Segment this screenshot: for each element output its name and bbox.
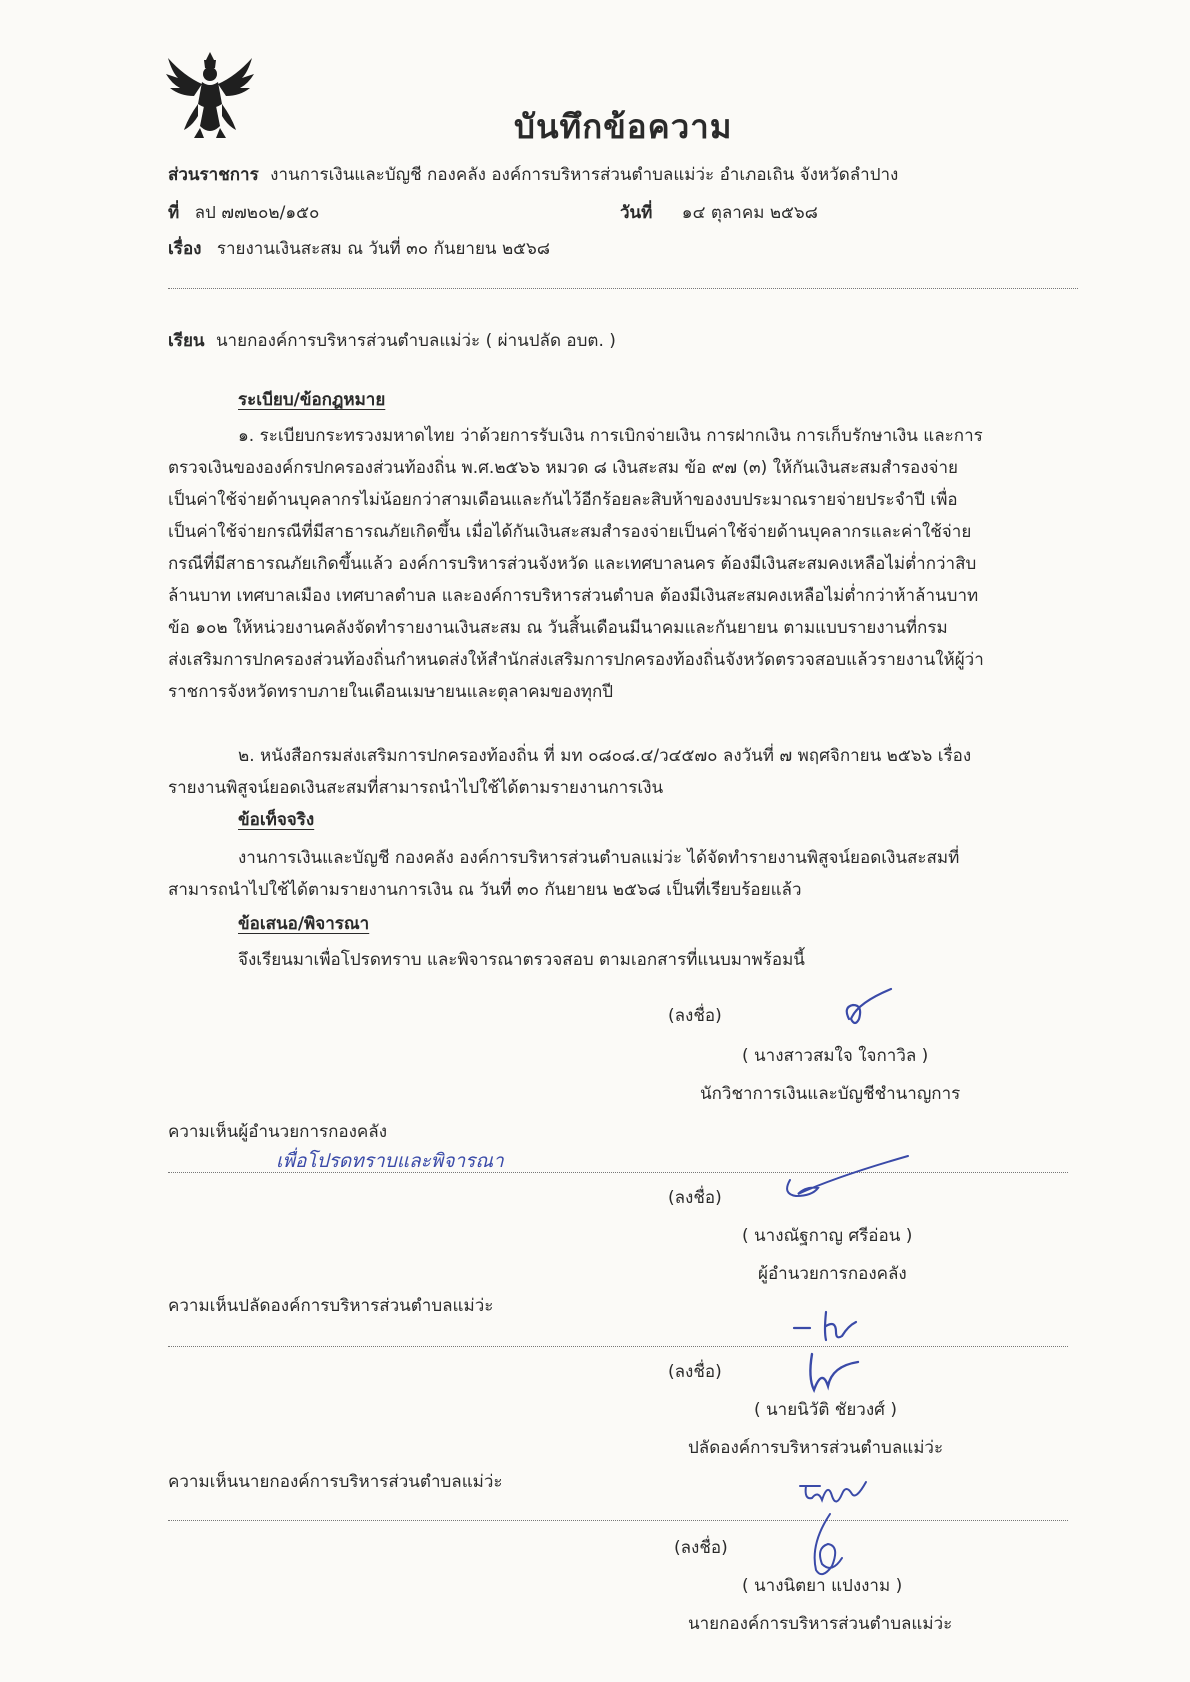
mayor-sign-label: (ลงชื่อ) bbox=[674, 1538, 728, 1558]
date-value: ๑๔ ตุลาคม ๒๕๖๘ bbox=[681, 203, 818, 223]
heading-proposal: ข้อเสนอ/พิจารณา bbox=[238, 914, 370, 934]
memo-title: บันทึกข้อความ bbox=[514, 107, 733, 146]
rule1-line: เป็นค่าใช้จ่ายด้านบุคลากรไม่น้อยกว่าสามเดือนและกันไว้อีกร้อยละสิบห้าของงบประมาณรายจ่ายประจำปี เพื่อ bbox=[168, 490, 958, 510]
agency-value: งานการเงินและบัญชี กองคลัง องค์การบริหารส่วนตำบลแม่ว่ะ อำเภอเถิน จังหวัดลำปาง bbox=[270, 165, 899, 185]
facts-paragraph bbox=[168, 842, 1078, 906]
director-opinion-text: เพื่อโปรดทราบและพิจารณา bbox=[276, 1150, 504, 1172]
rule1-paragraph bbox=[168, 420, 1078, 708]
rule1-line: กรณีที่มีสาธารณภัยเกิดขึ้นแล้ว องค์การบริหารส่วนจังหวัด และเทศบาลนคร ต้องมีเงินสะสมคงเหลือไม่ต่ำกว่าสิบ bbox=[168, 554, 977, 574]
ref-value: ลป ๗๗๒๐๒/๑๕๐ bbox=[194, 203, 320, 223]
rule1-line: ตรวจเงินขององค์กรปกครองส่วนท้องถิ่น พ.ศ.๒๕๖๖ หมวด ๘ เงินสะสม ข้อ ๙๗ (๓) ให้กันเงินสะสมสำรองจ่าย bbox=[168, 458, 958, 478]
garuda-emblem-icon bbox=[160, 44, 260, 144]
director-name: ( นางณัฐกาญ ศรีอ่อน ) bbox=[742, 1226, 913, 1246]
clerk-opinion-line bbox=[168, 1346, 1068, 1347]
ref-label: ที่ bbox=[168, 203, 180, 223]
heading-facts: ข้อเท็จจริง bbox=[238, 810, 315, 830]
officer-name: ( นางสาวสมใจ ใจกาวิล ) bbox=[742, 1046, 929, 1066]
rule2-paragraph bbox=[168, 740, 1078, 804]
mayor-position: นายกองค์การบริหารส่วนตำบลแม่ว่ะ bbox=[688, 1614, 953, 1634]
officer-position: นักวิชาการเงินและบัญชีชำนาญการ bbox=[700, 1084, 961, 1104]
clerk-sign-label: (ลงชื่อ) bbox=[668, 1362, 722, 1382]
director-sign-label: (ลงชื่อ) bbox=[668, 1188, 722, 1208]
clerk-position: ปลัดองค์การบริหารส่วนตำบลแม่ว่ะ bbox=[688, 1438, 944, 1458]
subject-label: เรื่อง bbox=[168, 239, 202, 259]
mayor-opinion-mark bbox=[796, 1472, 886, 1512]
mayor-name: ( นางนิตยา แปงงาม ) bbox=[742, 1576, 903, 1596]
facts-line: สามารถนำไปใช้ได้ตามรายงานการเงิน ณ วันที่ ๓๐ กันยายน ๒๕๖๘ เป็นที่เรียบร้อยแล้ว bbox=[168, 880, 802, 900]
date-label: วันที่ bbox=[620, 203, 653, 223]
to-value: นายกองค์การบริหารส่วนตำบลแม่ว่ะ ( ผ่านปลัด อบต. ) bbox=[215, 331, 616, 351]
proposal-text: จึงเรียนมาเพื่อโปรดทราบ และพิจารณาตรวจสอบ ตามเอกสารที่แนบมาพร้อมนี้ bbox=[238, 950, 805, 970]
header-divider bbox=[168, 288, 1078, 289]
clerk-opinion-mark bbox=[790, 1306, 870, 1346]
heading-rules: ระเบียบ/ข้อกฎหมาย bbox=[238, 390, 386, 410]
mayor-opinion-label: ความเห็นนายกองค์การบริหารส่วนตำบลแม่ว่ะ bbox=[168, 1472, 503, 1492]
rule2-line: ๒. หนังสือกรมส่งเสริมการปกครองท้องถิ่น ที่ มท ๐๘๐๘.๔/ว๔๕๗๐ ลงวันที่ ๗ พฤศจิกายน ๒๕๖๖ เรื่อง bbox=[238, 746, 972, 766]
rule1-line: เป็นค่าใช้จ่ายกรณีที่มีสาธารณภัยเกิดขึ้น เมื่อได้กันเงินสะสมสำรองจ่ายเป็นค่าใช้จ่ายด้านบุคลากรและค่าใช้จ่าย bbox=[168, 522, 972, 542]
clerk-signature bbox=[798, 1348, 868, 1398]
rule1-line: ล้านบาท เทศบาลเมือง เทศบาลตำบล และองค์การบริหารส่วนตำบล ต้องมีเงินสะสมคงเหลือไม่ต่ำกว่าห้าล้านบาท bbox=[168, 586, 979, 606]
clerk-name: ( นายนิวัติ ชัยวงศ์ ) bbox=[754, 1400, 897, 1420]
rule2-line: รายงานพิสูจน์ยอดเงินสะสมที่สามารถนำไปใช้ได้ตามรายงานการเงิน bbox=[168, 778, 664, 798]
officer-signature bbox=[835, 985, 895, 1035]
director-position: ผู้อำนวยการกองคลัง bbox=[758, 1264, 907, 1284]
officer-sign-label: (ลงชื่อ) bbox=[668, 1006, 722, 1026]
director-signature bbox=[770, 1150, 930, 1210]
clerk-opinion-label: ความเห็นปลัดองค์การบริหารส่วนตำบลแม่ว่ะ bbox=[168, 1296, 494, 1316]
subject-value: รายงานเงินสะสม ณ วันที่ ๓๐ กันยายน ๒๕๖๘ bbox=[216, 239, 550, 259]
rule1-line: ส่งเสริมการปกครองส่วนท้องถิ่นกำหนดส่งให้สำนักส่งเสริมการปกครองท้องถิ่นจังหวัดตรวจสอบแล้วรายงานให้ผู้ว่า bbox=[168, 650, 984, 670]
rule1-line: ๑. ระเบียบกระทรวงมหาดไทย ว่าด้วยการรับเงิน การเบิกจ่ายเงิน การฝากเงิน การเก็บรักษาเงิน และการ bbox=[238, 426, 983, 446]
facts-line: งานการเงินและบัญชี กองคลัง องค์การบริหารส่วนตำบลแม่ว่ะ ได้จัดทำรายงานพิสูจน์ยอดเงินสะสมที่ bbox=[238, 848, 960, 868]
rule1-line: ข้อ ๑๐๒ ให้หน่วยงานคลังจัดทำรายงานเงินสะสม ณ วันสิ้นเดือนมีนาคมและกันยายน ตามแบบรายงานที่กรม bbox=[168, 618, 948, 638]
to-label: เรียน bbox=[168, 331, 205, 351]
director-opinion-line bbox=[168, 1172, 1068, 1173]
rule1-line: ราชการจังหวัดทราบภายในเดือนเมษายนและตุลาคมของทุกปี bbox=[168, 682, 614, 702]
agency-label: ส่วนราชการ bbox=[168, 165, 259, 185]
director-opinion-label: ความเห็นผู้อำนวยการกองคลัง bbox=[168, 1122, 388, 1142]
mayor-opinion-line bbox=[168, 1520, 1068, 1521]
